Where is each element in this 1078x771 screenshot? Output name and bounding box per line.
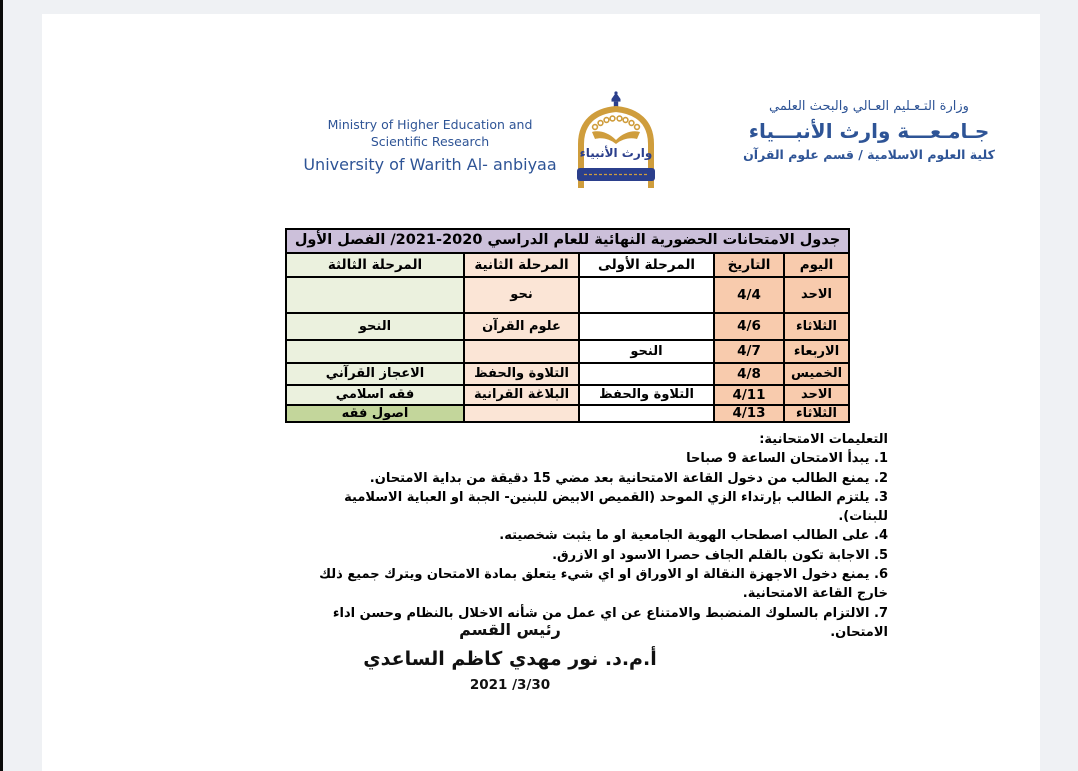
- cell-stage3: الاعجاز القرآني: [286, 363, 464, 385]
- table-header-row: [286, 253, 849, 277]
- table-title: جدول الامتحانات الحضورية النهائية للعام الدراسي 2020-2021/ الفصل الأول: [286, 229, 849, 253]
- cell-stage1: [579, 405, 714, 422]
- logo-calligraphy: وارث الأنبياء: [579, 146, 653, 160]
- table-title-row: [286, 229, 849, 253]
- instruction-item: 7. الالتزام بالسلوك المنضبط والامتناع عن اي عمل من شأنه الاخلال بالنظام وحسن اداء الامتحان.: [332, 605, 888, 640]
- signature-name: أ.م.د. نور مهدي كاظم الساعدي: [363, 648, 657, 670]
- cell-date: 4/13: [714, 405, 784, 422]
- cell-date: 4/4: [714, 277, 784, 313]
- cell-stage1: [579, 277, 714, 313]
- table-row: [286, 385, 849, 405]
- cell-date: 4/6: [714, 313, 784, 340]
- cell-date: 4/8: [714, 363, 784, 385]
- ministry-line-ar: وزارة التـعـليم العـالي والبحث العلمي: [769, 99, 969, 114]
- cell-day: الاربعاء: [784, 340, 849, 363]
- table-row: [286, 277, 849, 313]
- instruction-item: 6. يمنع دخول الاجهزة النقالة او الاوراق او اي شيء يتعلق بمادة الامتحان ويترك جميع ذلك خارج القاعة الامتحانية.: [319, 567, 888, 602]
- instruction-item: 2. يمنع الطالب من دخول القاعة الامتحانية بعد مضي 15 دقيقة من بداية الامتحان.: [369, 470, 888, 486]
- cell-stage1: [579, 363, 714, 385]
- signature-role: رئيس القسم: [459, 620, 561, 639]
- cell-day: الثلاثاء: [784, 313, 849, 340]
- table-row: [286, 405, 849, 422]
- signature-date: 2021 /3/30: [469, 677, 551, 693]
- logo-banner: [577, 168, 655, 181]
- cell-stage3: [286, 277, 464, 313]
- header-day: اليوم: [784, 253, 849, 277]
- instruction-item: 5. الاجابة تكون بالقلم الجاف حصرا الاسود او الازرق.: [552, 547, 888, 563]
- table-row: [286, 340, 849, 363]
- cell-stage2: [464, 405, 579, 422]
- cell-day: الاحد: [784, 385, 849, 405]
- header-stage3: المرحلة الثالثة: [286, 253, 464, 277]
- table-row: [286, 363, 849, 385]
- college-department-ar: كلية العلوم الاسلامية / قسم علوم القرآن: [743, 147, 995, 162]
- table-row: [286, 313, 849, 340]
- research-line-en: Scientific Research: [370, 134, 490, 149]
- header-stage2: المرحلة الثانية: [464, 253, 579, 277]
- instructions-heading: التعليمات الامتحانية:: [759, 432, 888, 447]
- ministry-line-en: Ministry of Higher Education and: [327, 117, 533, 132]
- header-stage1: المرحلة الأولى: [579, 253, 714, 277]
- cell-day: الاحد: [784, 277, 849, 313]
- cell-stage2: علوم القرآن: [464, 313, 579, 340]
- cell-stage3: فقه اسلامي: [286, 385, 464, 405]
- cell-stage2: [464, 340, 579, 363]
- university-name-en: University of Warith Al- anbiyaa: [303, 155, 557, 174]
- cell-stage2: البلاغة القرانية: [464, 385, 579, 405]
- instruction-item: 4. على الطالب اصطحاب الهوية الجامعية او ما يثبت شخصيته.: [499, 528, 888, 544]
- cell-stage3-highlighted: اصول فقه: [286, 405, 464, 422]
- header-date: التاريخ: [714, 253, 784, 277]
- cell-date: 4/7: [714, 340, 784, 363]
- cell-day: الخميس: [784, 363, 849, 385]
- instruction-item: 3. يلتزم الطالب بإرتداء الزي الموحد (القميص الابيض للبنين- الجبة او العباية الاسلامية للبنات).: [344, 489, 888, 525]
- cell-stage1: التلاوة والحفظ: [579, 385, 714, 405]
- cell-date: 4/11: [714, 385, 784, 405]
- ministry-header-arabic: [686, 98, 1052, 163]
- exam-schedule-table: [285, 228, 850, 423]
- exam-schedule-table-container: [285, 228, 850, 423]
- cell-stage1: النحو: [579, 340, 714, 363]
- university-logo: [568, 90, 664, 192]
- document-page: [42, 14, 1040, 771]
- cell-day: الثلاثاء: [784, 405, 849, 422]
- scan-edge-strip: [0, 0, 3, 771]
- cell-stage2: التلاوة والحفظ: [464, 363, 579, 385]
- cell-stage2: نحو: [464, 277, 579, 313]
- university-name-ar: جـامـعـــة وارث الأنبـــياء: [748, 119, 990, 143]
- signature-block: [360, 620, 660, 693]
- ministry-header-english: [270, 116, 590, 175]
- exam-instructions: [298, 430, 888, 642]
- cell-stage3: [286, 340, 464, 363]
- cell-stage1: [579, 313, 714, 340]
- instruction-item: 1. يبدأ الامتحان الساعة 9 صباحا: [686, 451, 888, 467]
- cell-stage3: النحو: [286, 313, 464, 340]
